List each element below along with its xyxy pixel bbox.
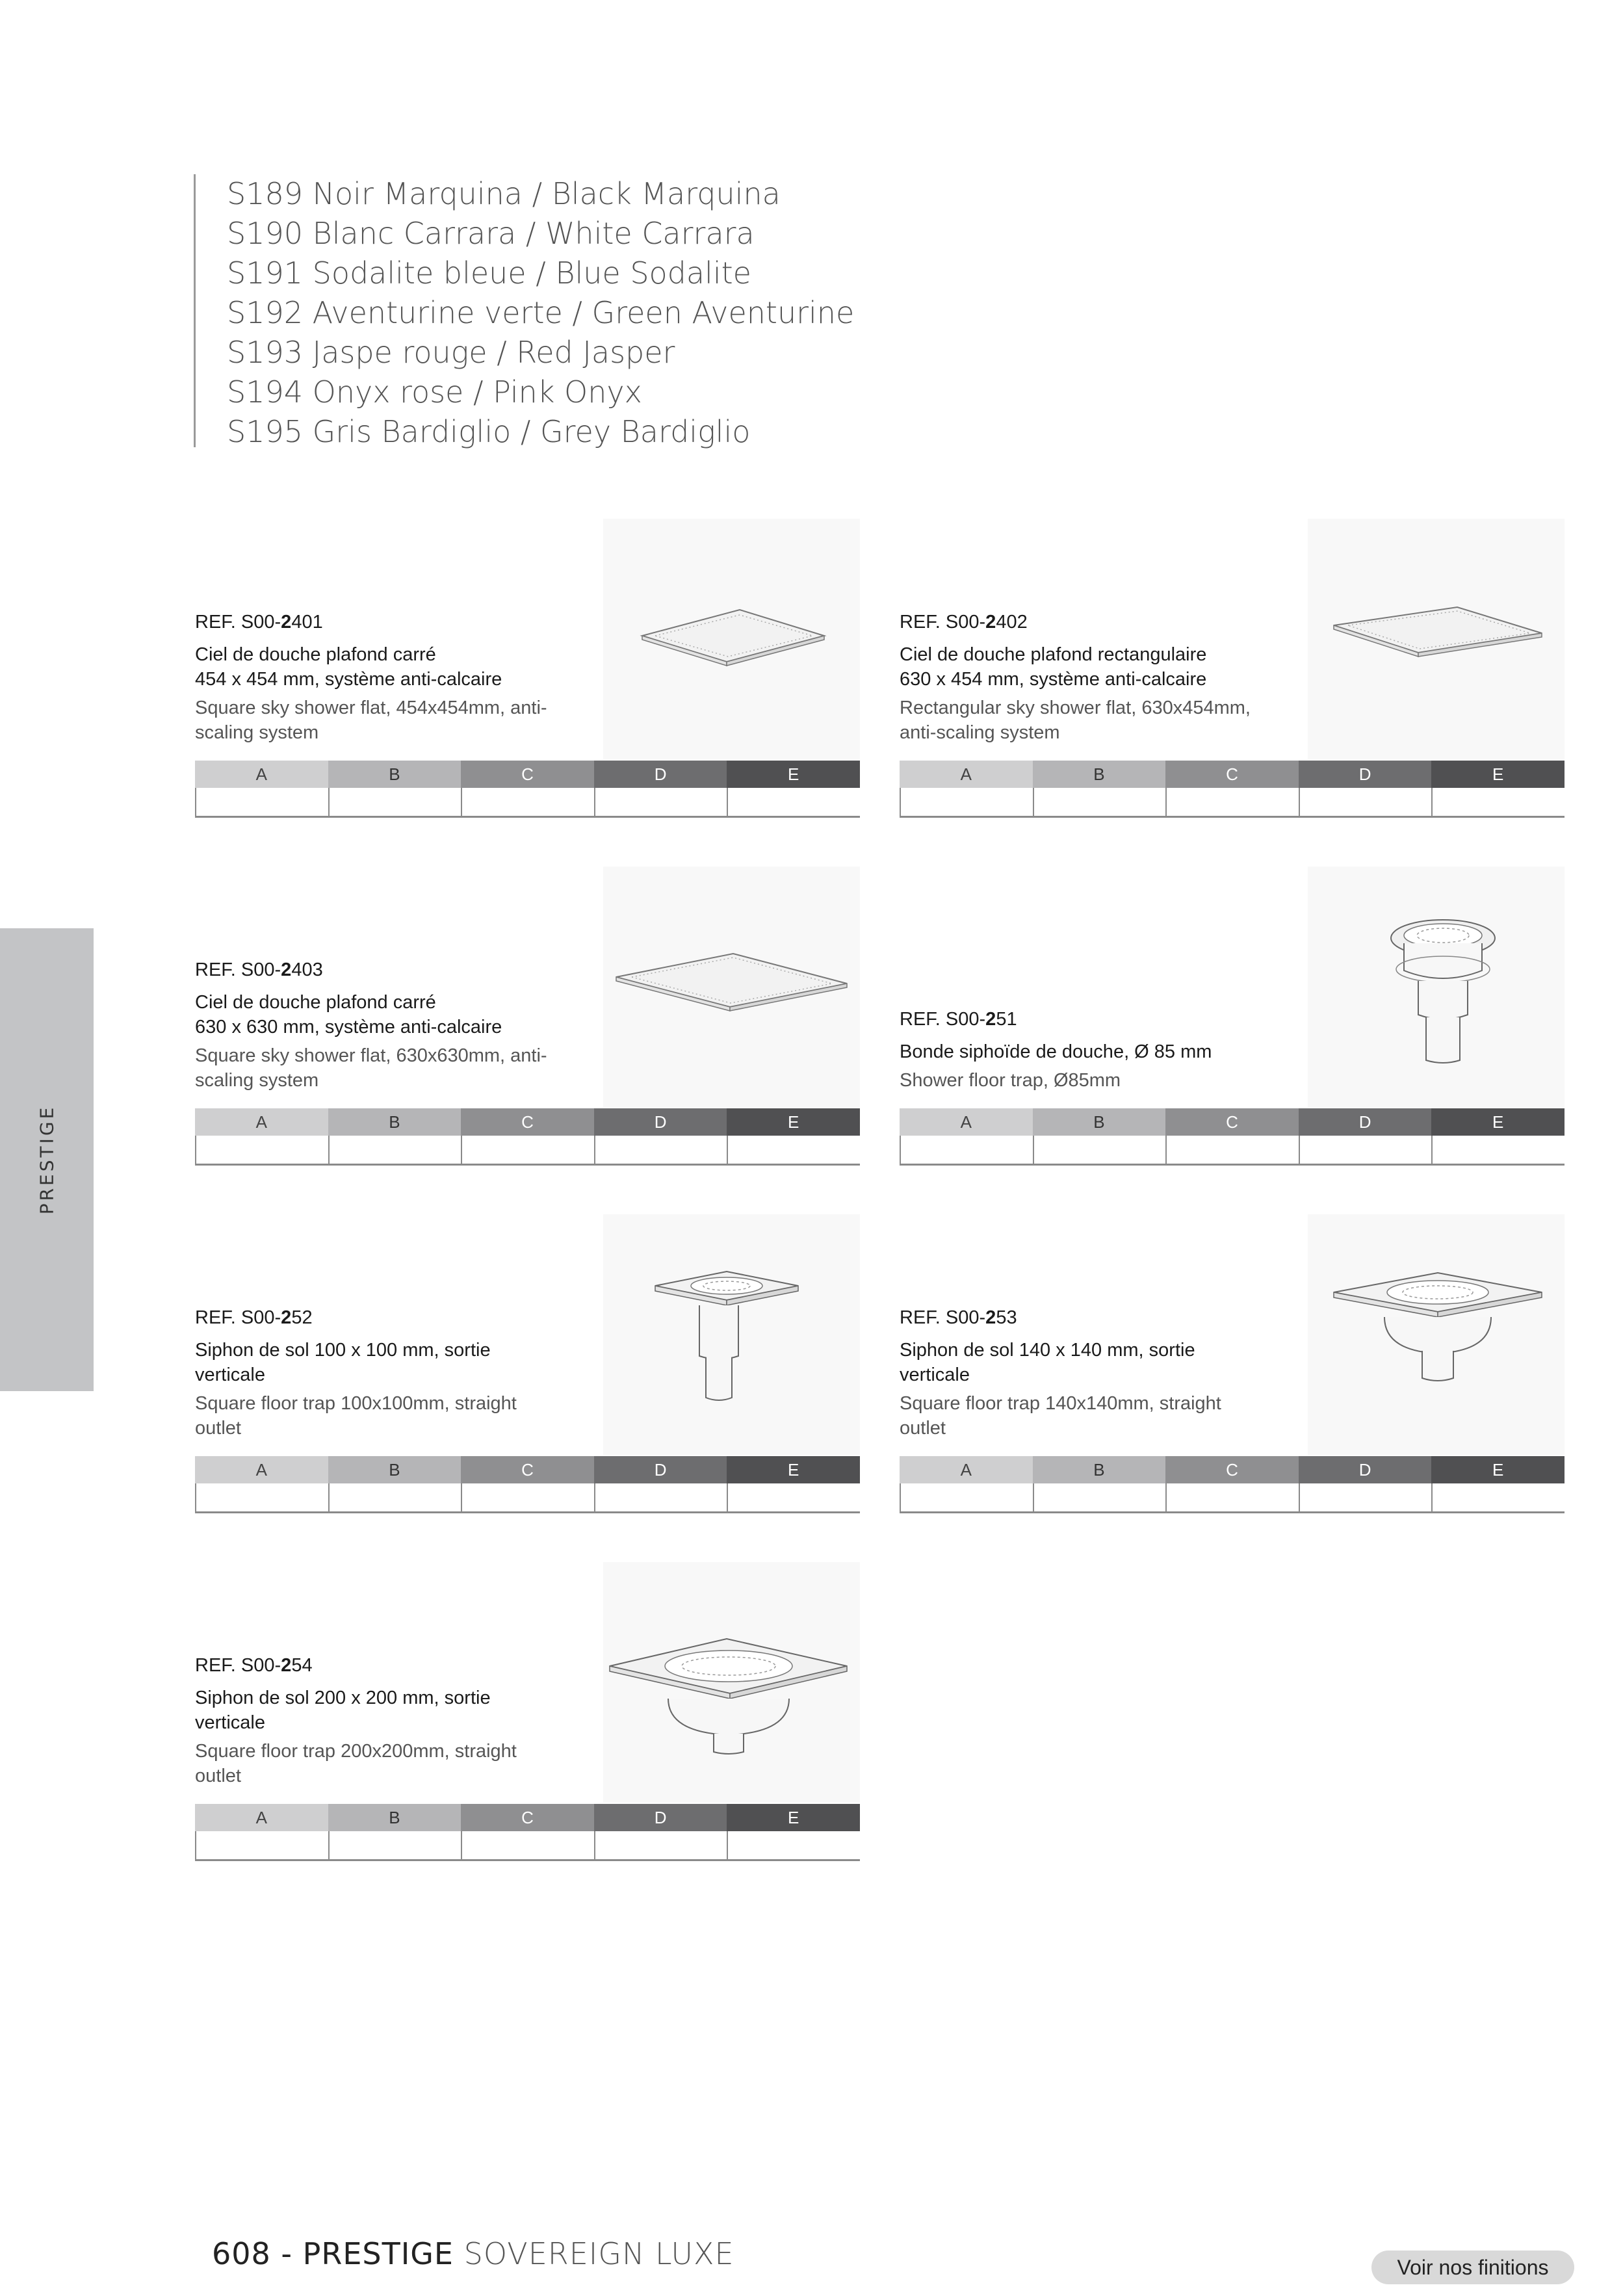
- grid-col-e: E: [727, 761, 860, 788]
- grid-cell[interactable]: [328, 1136, 461, 1164]
- grid-cell[interactable]: [195, 788, 328, 816]
- product-ref: REF. S00-253: [900, 1307, 1017, 1328]
- grid-col-a: A: [900, 1456, 1033, 1483]
- finish-grid-header: [900, 1108, 1565, 1136]
- grid-col-d: D: [1299, 1108, 1432, 1136]
- product-description-en: Square floor trap 100x100mm, straight outlet: [195, 1393, 517, 1439]
- grid-col-d: D: [594, 1456, 727, 1483]
- grid-col-d: D: [1299, 1456, 1432, 1483]
- finish-item: S190 Blanc Carrara / White Carrara: [227, 216, 755, 251]
- grid-cell[interactable]: [195, 1831, 328, 1859]
- grid-cell[interactable]: [1165, 1483, 1299, 1511]
- side-tab: [0, 928, 94, 1391]
- page-number: 608: [212, 2236, 271, 2271]
- grid-col-a: A: [900, 1108, 1033, 1136]
- product-card: [195, 1562, 860, 1861]
- grid-cell[interactable]: [1033, 788, 1166, 816]
- grid-col-a: A: [195, 761, 328, 788]
- page-footer-title: [212, 2236, 734, 2271]
- finish-grid-header: [195, 1804, 860, 1831]
- grid-cell[interactable]: [1033, 1136, 1166, 1164]
- finish-grid-header: [195, 1456, 860, 1483]
- product-text: [900, 1305, 1298, 1441]
- grid-cell[interactable]: [594, 788, 727, 816]
- grid-cell[interactable]: [594, 1136, 727, 1164]
- rectangular-shower-head-icon: [1308, 519, 1565, 759]
- grid-col-d: D: [594, 1108, 727, 1136]
- side-tab-label: PRESTIGE: [36, 1104, 58, 1215]
- collection-name: PRESTIGE: [302, 2236, 454, 2271]
- grid-cell[interactable]: [328, 1483, 461, 1511]
- finish-grid-row: [900, 788, 1565, 818]
- grid-cell[interactable]: [461, 1136, 594, 1164]
- grid-cell[interactable]: [1431, 1136, 1565, 1164]
- finish-item: S192 Aventurine verte / Green Aventurine: [227, 295, 855, 330]
- product-text: [195, 1305, 593, 1441]
- product-description-en: Square sky shower flat, 454x454mm, anti- scaling system: [195, 698, 547, 743]
- product-text: [900, 610, 1298, 745]
- product-ref: REF. S00-2401: [195, 612, 323, 633]
- grid-cell[interactable]: [900, 788, 1033, 816]
- product-text: [900, 1007, 1298, 1093]
- grid-col-b: B: [1033, 761, 1166, 788]
- product-ref: REF. S00-254: [195, 1655, 313, 1676]
- product-description-en: Square sky shower flat, 630x630mm, anti- scaling system: [195, 1045, 547, 1091]
- finish-grid-row: [900, 1136, 1565, 1166]
- product-ref: REF. S00-252: [195, 1307, 313, 1328]
- finish-grid: [900, 761, 1565, 818]
- product-description-fr: Ciel de douche plafond rectangulaire 630 x 454 mm, système anti-calcaire: [900, 644, 1207, 690]
- product-description-fr: Siphon de sol 140 x 140 mm, sortie verticale: [900, 1340, 1195, 1385]
- grid-cell[interactable]: [1299, 1483, 1432, 1511]
- grid-col-b: B: [1033, 1456, 1166, 1483]
- grid-col-c: C: [1165, 1456, 1299, 1483]
- finish-item: S193 Jaspe rouge / Red Jasper: [227, 335, 675, 370]
- grid-cell[interactable]: [1431, 1483, 1565, 1511]
- grid-col-e: E: [727, 1456, 860, 1483]
- finish-grid-header: [900, 1456, 1565, 1483]
- grid-cell[interactable]: [461, 788, 594, 816]
- grid-col-a: A: [900, 761, 1033, 788]
- product-card: [900, 519, 1565, 818]
- product-description-en: Rectangular sky shower flat, 630x454mm, anti-scaling system: [900, 698, 1251, 743]
- finish-item: S189 Noir Marquina / Black Marquina: [227, 176, 781, 211]
- grid-col-e: E: [1431, 1108, 1565, 1136]
- small-square-floor-trap-icon: [603, 1214, 860, 1455]
- grid-cell[interactable]: [727, 1136, 860, 1164]
- finish-item: S194 Onyx rose / Pink Onyx: [227, 374, 642, 410]
- finish-item: S195 Gris Bardiglio / Grey Bardiglio: [227, 414, 751, 449]
- product-description-fr: Ciel de douche plafond carré 454 x 454 mm, système anti-calcaire: [195, 644, 502, 690]
- grid-cell[interactable]: [328, 1831, 461, 1859]
- grid-cell[interactable]: [1165, 788, 1299, 816]
- grid-col-a: A: [195, 1108, 328, 1136]
- product-card: [900, 867, 1565, 1166]
- finish-grid: [195, 1804, 860, 1861]
- large-square-shower-head-icon: [603, 867, 860, 1107]
- product-ref: REF. S00-251: [900, 1009, 1017, 1030]
- grid-col-b: B: [328, 1804, 461, 1831]
- footer-separator: -: [270, 2236, 303, 2271]
- grid-col-b: B: [1033, 1108, 1166, 1136]
- grid-cell[interactable]: [328, 788, 461, 816]
- grid-col-b: B: [328, 761, 461, 788]
- grid-col-a: A: [195, 1804, 328, 1831]
- product-description-fr: Ciel de douche plafond carré 630 x 630 mm, système anti-calcaire: [195, 992, 502, 1037]
- product-card: [900, 1214, 1565, 1513]
- grid-col-c: C: [1165, 761, 1299, 788]
- product-text: [195, 958, 593, 1093]
- large-square-floor-trap-icon: [603, 1562, 860, 1803]
- finish-grid-row: [195, 1483, 860, 1513]
- grid-cell[interactable]: [195, 1136, 328, 1164]
- finish-grid-row: [195, 1831, 860, 1861]
- grid-cell[interactable]: [1033, 1483, 1166, 1511]
- product-ref: REF. S00-2403: [195, 959, 323, 980]
- grid-cell[interactable]: [727, 1483, 860, 1511]
- finish-grid: [900, 1108, 1565, 1166]
- medium-square-floor-trap-icon: [1308, 1214, 1565, 1455]
- grid-col-b: B: [328, 1456, 461, 1483]
- square-shower-head-icon: [603, 519, 860, 759]
- product-card: [195, 519, 860, 818]
- product-description-fr: Siphon de sol 200 x 200 mm, sortie verticale: [195, 1688, 491, 1733]
- grid-col-a: A: [195, 1456, 328, 1483]
- grid-col-d: D: [1299, 761, 1432, 788]
- grid-col-c: C: [461, 1804, 594, 1831]
- finish-grid-row: [195, 1136, 860, 1166]
- grid-col-c: C: [461, 1108, 594, 1136]
- product-card: [195, 1214, 860, 1513]
- product-ref: REF. S00-2402: [900, 612, 1028, 633]
- product-description-en: Square floor trap 200x200mm, straight outlet: [195, 1741, 517, 1786]
- grid-col-c: C: [461, 1456, 594, 1483]
- grid-col-d: D: [594, 1804, 727, 1831]
- grid-cell[interactable]: [1299, 1136, 1432, 1164]
- grid-col-e: E: [1431, 1456, 1565, 1483]
- grid-cell[interactable]: [594, 1483, 727, 1511]
- grid-cell[interactable]: [461, 1831, 594, 1859]
- voir-finitions-button[interactable]: Voir nos finitions: [1371, 2250, 1574, 2284]
- grid-cell[interactable]: [1431, 788, 1565, 816]
- finish-grid: [195, 1108, 860, 1166]
- product-description-fr: Siphon de sol 100 x 100 mm, sortie verticale: [195, 1340, 491, 1385]
- grid-col-e: E: [727, 1108, 860, 1136]
- product-card: [195, 867, 860, 1166]
- product-description-en: Square floor trap 140x140mm, straight outlet: [900, 1393, 1221, 1439]
- product-text: [195, 1653, 593, 1788]
- grid-col-d: D: [594, 761, 727, 788]
- grid-col-c: C: [1165, 1108, 1299, 1136]
- grid-col-e: E: [1431, 761, 1565, 788]
- grid-cell[interactable]: [900, 1136, 1033, 1164]
- finish-grid-header: [195, 1108, 860, 1136]
- round-floor-trap-icon: [1308, 867, 1565, 1107]
- finish-grid-row: [900, 1483, 1565, 1513]
- product-text: [195, 610, 593, 745]
- finish-item: S191 Sodalite bleue / Blue Sodalite: [227, 255, 751, 291]
- grid-col-c: C: [461, 761, 594, 788]
- grid-cell[interactable]: [461, 1483, 594, 1511]
- finish-grid-header: [900, 761, 1565, 788]
- grid-cell[interactable]: [594, 1831, 727, 1859]
- grid-cell[interactable]: [727, 788, 860, 816]
- grid-col-b: B: [328, 1108, 461, 1136]
- product-description-fr: Bonde siphoïde de douche, Ø 85 mm: [900, 1041, 1212, 1062]
- product-description-en: Shower floor trap, Ø85mm: [900, 1070, 1121, 1091]
- finish-grid-header: [195, 761, 860, 788]
- finish-grid-row: [195, 788, 860, 818]
- brand-name: SOVEREIGN LUXE: [463, 2236, 734, 2271]
- grid-cell[interactable]: [727, 1831, 860, 1859]
- finishes-list: [194, 174, 974, 447]
- grid-cell[interactable]: [900, 1483, 1033, 1511]
- finish-grid: [900, 1456, 1565, 1513]
- grid-cell[interactable]: [1299, 788, 1432, 816]
- grid-col-e: E: [727, 1804, 860, 1831]
- finish-grid: [195, 1456, 860, 1513]
- finish-grid: [195, 761, 860, 818]
- grid-cell[interactable]: [195, 1483, 328, 1511]
- grid-cell[interactable]: [1165, 1136, 1299, 1164]
